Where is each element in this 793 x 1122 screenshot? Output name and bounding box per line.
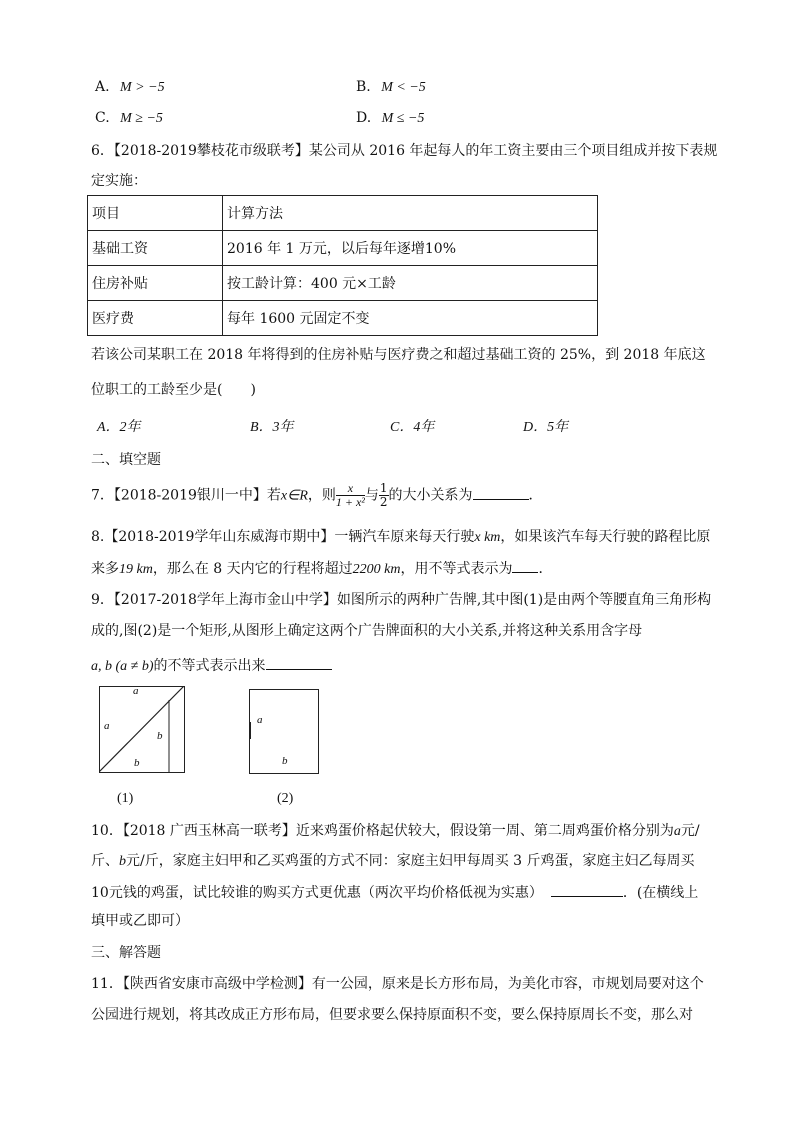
- q7-text: 7．【2018-2019银川一中】若x∈R，则 $\frac{x}{\text{1 + x²}}$ 与 $\frac{1}{2}$ 的大小关系为 ．: [91, 481, 543, 509]
- figure-1-label-a-left: a: [104, 720, 110, 732]
- q5-option-c-expr: M ≥ −5: [120, 111, 163, 126]
- table-cell: 医疗费: [88, 301, 223, 336]
- figure-2-caption: (2): [277, 791, 294, 806]
- figure-1-label-b-right: b: [157, 730, 163, 742]
- q5-option-d: D. M ≤ −5: [356, 110, 425, 126]
- figure-1-triangles: [99, 686, 185, 774]
- figure-1-caption: (1): [117, 791, 134, 806]
- figure-1-diagonal: [99, 686, 184, 772]
- q9-text-line3: a, b (a ≠ b)的不等式表示出来: [91, 655, 332, 677]
- figure-2-label-a: a: [257, 714, 263, 726]
- table-cell: 基础工资: [88, 231, 223, 266]
- figure-1-label-b-bottom: b: [134, 757, 140, 769]
- q11-text-line1: 11．【陕西省安康市高级中学检测】有一公园，原来是长方形布局，为美化市容，市规划局要对这个: [91, 976, 704, 992]
- q5-option-a-expr: M > −5: [120, 80, 165, 95]
- q7-answer-blank[interactable]: [473, 485, 529, 500]
- q6-text-line1: 6．【2018-2019攀枝花市级联考】某公司从 2016 年起每人的年工资主要由三个项目组成并按下表规: [91, 143, 718, 159]
- table-cell: 按工龄计算：400 元×工龄: [223, 266, 598, 301]
- figure-2-label-b: b: [282, 755, 288, 767]
- q6-option-c: C．4年: [390, 420, 435, 435]
- q5-option-a: A. M > −5: [95, 79, 165, 95]
- table-cell: 每年 1600 元固定不变: [223, 301, 598, 336]
- table-cell: 住房补贴: [88, 266, 223, 301]
- q6-option-a: A．2年: [97, 420, 141, 435]
- q8-text-line1: 8.【2018-2019学年山东威海市期中】一辆汽车原来每天行驶x km，如果该汽车每天行驶的路程比原: [91, 529, 711, 545]
- q5-option-d-expr: M ≤ −5: [381, 111, 425, 126]
- q6-text-line2: 定实施：: [91, 173, 147, 189]
- figure-1-label-a-top: a: [133, 685, 139, 697]
- table-header-item: 项目: [88, 196, 223, 231]
- q10-answer-blank[interactable]: [551, 882, 623, 897]
- q7-fraction-2: $\frac{1}{2}$: [379, 481, 388, 509]
- q10-text-line2: 斤、b元/斤，家庭主妇甲和乙买鸡蛋的方式不同：家庭主妇甲每周买 3 斤鸡蛋，家庭主妇乙每周买: [91, 853, 695, 869]
- q10-text-line1: 10．【2018 广西玉林高一联考】近来鸡蛋价格起伏较大，假设第一周、第二周鸡蛋价格分别为a元/: [91, 823, 700, 839]
- figure-1-outline: [100, 687, 185, 773]
- q8-text-line2: 来多19 km，那么在 8 天内它的行程将超过2200 km，用不等式表示为 ．: [91, 558, 552, 580]
- q8-answer-blank[interactable]: [512, 558, 538, 573]
- q10-text-line4: 填甲或乙即可）: [91, 913, 189, 929]
- q7-fraction-1: $\frac{x}{\text{1 + x²}}$: [335, 481, 365, 509]
- q10-text-line3: 10元钱的鸡蛋，试比较谁的购买方式更优惠（两次平均价格低视为实惠） ．(在横线上: [91, 882, 698, 903]
- table-row: [88, 196, 598, 231]
- q6-option-b: B．3年: [250, 420, 294, 435]
- q11-text-line2: 公园进行规划，将其改成正方形布局，但要求要么保持原面积不变，要么保持原周长不变，那么对: [91, 1007, 693, 1023]
- q5-option-c: C. M ≥ −5: [95, 110, 163, 126]
- table-cell: 2016 年 1 万元，以后每年逐增10%: [223, 231, 598, 266]
- section-title-solutions: 三、解答题: [91, 945, 161, 961]
- q7-var: x∈R: [280, 488, 308, 504]
- section-title-fill-in: 二、填空题: [91, 452, 161, 468]
- q5-option-b: B. M < −5: [356, 79, 426, 95]
- table-header-method: 计算方法: [223, 196, 598, 231]
- q9-text-line2: 成的,图(2)是一个矩形,从图形上确定这两个广告牌面积的大小关系,并将这种关系用含字母: [91, 623, 643, 639]
- q6-salary-table: [87, 195, 598, 336]
- q9-text-line1: 9．【2017-2018学年上海市金山中学】如图所示的两种广告牌,其中图(1)是由两个等腰直角三角形构: [91, 592, 712, 608]
- table-row: [88, 231, 598, 266]
- q6-text-line3: 若该公司某职工在 2018 年将得到的住房补贴与医疗费之和超过基础工资的 25%，到 2018 年底这: [91, 347, 706, 363]
- table-row: [88, 301, 598, 336]
- table-row: [88, 266, 598, 301]
- q6-text-line4: 位职工的工龄至少是( ): [91, 382, 256, 398]
- q9-answer-blank[interactable]: [266, 655, 332, 670]
- q6-option-d: D．5年: [523, 420, 569, 435]
- q5-option-b-expr: M < −5: [381, 80, 426, 95]
